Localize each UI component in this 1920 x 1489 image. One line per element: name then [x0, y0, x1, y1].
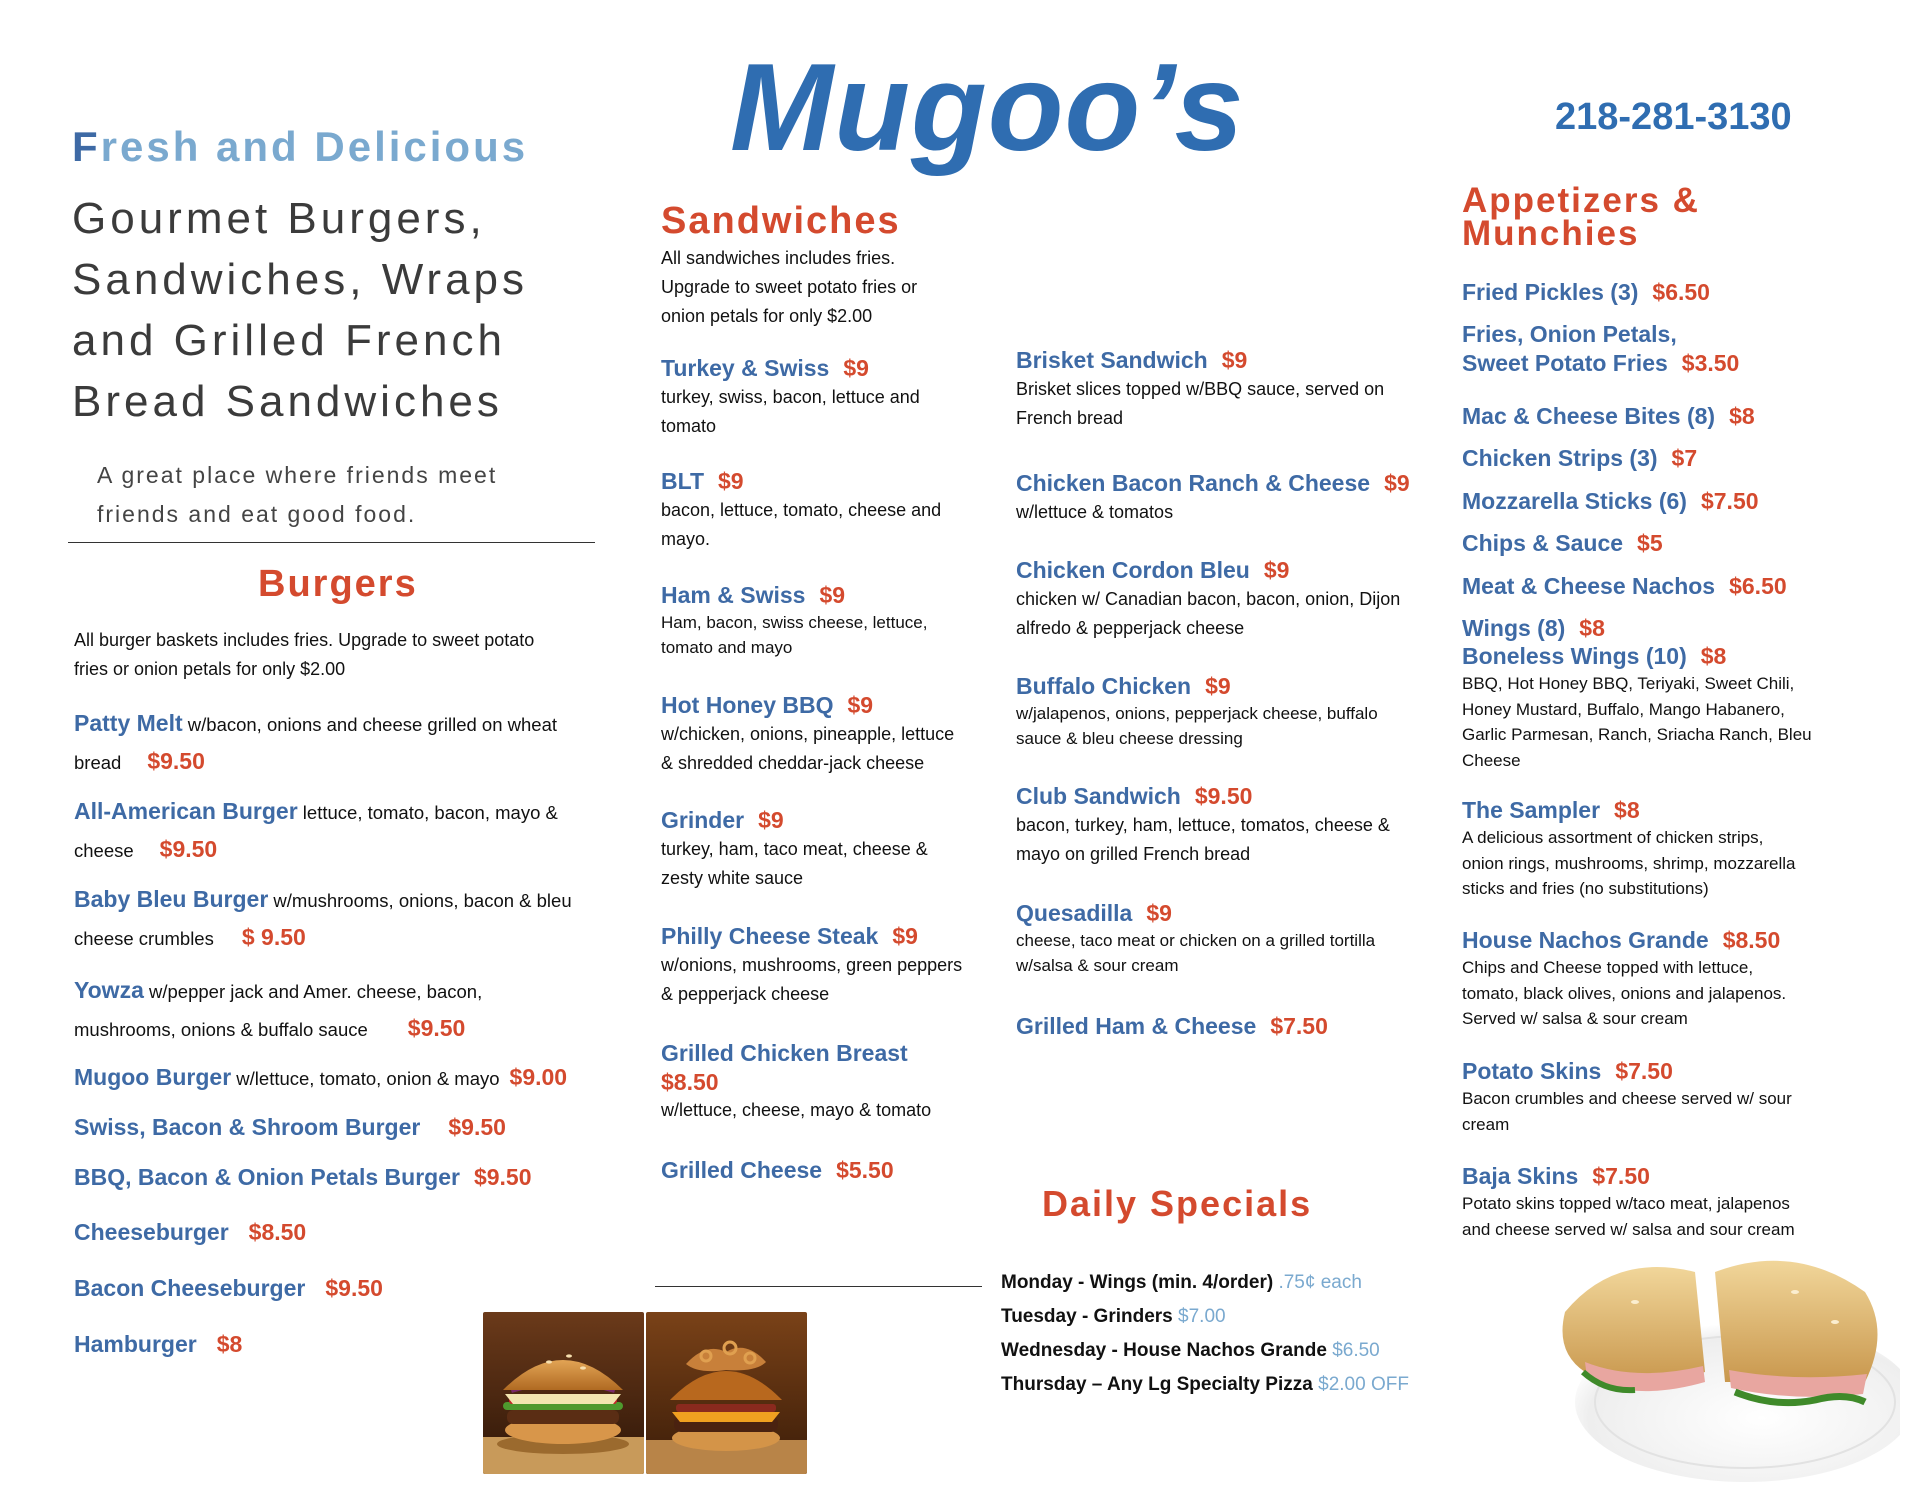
- menu-item-bbq-bacon-onion-petals-burger: [74, 1160, 614, 1198]
- item-price: $9.50: [473, 1164, 532, 1190]
- place-line: A great place where friends meet: [97, 462, 498, 488]
- item-desc: bacon, turkey, ham, lettuce, tomatos, cheese &: [1016, 815, 1390, 835]
- item-desc: turkey, ham, taco meat, cheese &: [661, 839, 928, 859]
- item-name: House Nachos Grande: [1462, 927, 1709, 953]
- menu-item-mugoo-burger: [74, 1060, 614, 1098]
- menu-item-the-sampler: [1462, 796, 1862, 902]
- item-desc: w/salsa & sour cream: [1016, 956, 1179, 975]
- menu-item-grinder: [661, 805, 996, 893]
- menu-item-bacon-cheeseburger: [74, 1271, 614, 1309]
- item-desc: cheese: [74, 840, 134, 861]
- menu-item-blt: [661, 466, 996, 554]
- item-desc: Honey Mustard, Buffalo, Mango Habanero,: [1462, 699, 1785, 719]
- item-desc: Bacon crumbles and cheese served w/ sour: [1462, 1089, 1792, 1108]
- menu-item-grilled-chicken-breast: [661, 1038, 996, 1125]
- special-tuesday: [1001, 1306, 1226, 1328]
- item-price: $9: [1384, 470, 1410, 496]
- item-desc: Chips and Cheese topped with lettuce,: [1462, 958, 1754, 977]
- item-name: Chicken Bacon Ranch & Cheese: [1016, 470, 1371, 496]
- item-desc: and cheese served w/ salsa and sour cream: [1462, 1219, 1795, 1239]
- item-price: $9.50: [1194, 783, 1253, 809]
- burgers-intro-line: fries or onion petals for only $2.00: [74, 659, 346, 679]
- headline-line: Bread Sandwiches: [72, 377, 503, 426]
- menu-item-brisket-sandwich: [1016, 345, 1446, 433]
- menu-item-quesadilla: [1016, 898, 1446, 978]
- item-desc: mushrooms, onions & buffalo sauce: [74, 1019, 368, 1040]
- special-thursday: [1001, 1374, 1409, 1396]
- item-name: Grilled Chicken Breast: [661, 1040, 908, 1066]
- item-price: $9: [819, 582, 846, 608]
- item-desc: Served w/ salsa & sour cream: [1462, 1009, 1688, 1028]
- item-price: $9.50: [159, 836, 218, 862]
- menu-item-buffalo-chicken: [1016, 671, 1446, 751]
- item-price: $7.50: [1700, 488, 1759, 514]
- item-desc: tomato and mayo: [661, 638, 793, 657]
- item-price: $7: [1671, 445, 1698, 471]
- menu-item-chicken-bacon-ranch-cheese: [1016, 468, 1446, 527]
- item-desc: Cheese: [1462, 750, 1521, 770]
- menu-item-potato-skins: [1462, 1057, 1862, 1137]
- item-name: Baja Skins: [1462, 1163, 1579, 1189]
- item-desc: w/chicken, onions, pineapple, lettuce: [661, 724, 955, 744]
- menu-item-fries-onion-petals: [1462, 320, 1862, 378]
- menu-item-boneless-wings: [1462, 642, 1862, 773]
- item-desc: French bread: [1016, 408, 1124, 428]
- item-price: $ 9.50: [241, 924, 306, 950]
- item-price: $9: [758, 807, 784, 833]
- burger-photo-2-art: [646, 1312, 807, 1474]
- item-price: $7.50: [1615, 1058, 1673, 1084]
- item-desc: chicken w/ Canadian bacon, bacon, onion, Dijon: [1016, 589, 1401, 609]
- item-name: Sweet Potato Fries: [1462, 350, 1668, 376]
- sandwiches-intro-line: All sandwiches includes fries.: [661, 248, 896, 268]
- menu-item-mozzarella-sticks: [1462, 487, 1862, 516]
- item-price: $8: [1700, 643, 1727, 669]
- item-name: Patty Melt: [74, 710, 183, 736]
- item-price: $9: [1263, 557, 1290, 583]
- item-price: $9: [1221, 347, 1248, 373]
- place-line: friends and eat good food.: [97, 501, 417, 527]
- sandwiches-intro: [661, 244, 961, 331]
- special-text: Thursday – Any Lg Specialty Pizza: [1001, 1374, 1313, 1395]
- menu-item-ham-swiss: [661, 580, 996, 660]
- menu-item-cheeseburger: [74, 1215, 614, 1253]
- menu-item-grilled-cheese: [661, 1155, 996, 1185]
- special-price: $2.00 OFF: [1318, 1374, 1409, 1395]
- item-desc: mayo.: [661, 529, 711, 549]
- burger-photo: [483, 1312, 644, 1474]
- item-name: Potato Skins: [1462, 1058, 1602, 1084]
- item-desc: alfredo & pepperjack cheese: [1016, 618, 1245, 638]
- item-name: Quesadilla: [1016, 900, 1133, 926]
- item-desc: w/lettuce & tomatos: [1016, 502, 1174, 522]
- burgers-intro-line: All burger baskets includes fries. Upgrade to sweet potato: [74, 630, 535, 650]
- burger-photo: [646, 1312, 807, 1474]
- special-price: $6.50: [1332, 1340, 1380, 1361]
- item-price: $9: [718, 468, 744, 494]
- item-name: Fries, Onion Petals,: [1462, 321, 1677, 347]
- item-price: $6.50: [1729, 573, 1787, 599]
- item-desc: w/bacon, onions and cheese grilled on wheat: [182, 714, 558, 735]
- item-name: Buffalo Chicken: [1016, 673, 1192, 699]
- menu-item-house-nachos-grande: [1462, 926, 1862, 1032]
- item-name: BBQ, Bacon & Onion Petals Burger: [74, 1164, 460, 1190]
- item-desc: turkey, swiss, bacon, lettuce and: [661, 387, 920, 407]
- item-desc: cheese crumbles: [74, 928, 214, 949]
- appetizers-title-line: Appetizers &: [1462, 181, 1700, 220]
- menu-item-patty-melt: [74, 706, 614, 782]
- menu-item-mac-cheese-bites: [1462, 402, 1862, 431]
- item-desc: A delicious assortment of chicken strips,: [1462, 828, 1764, 847]
- item-name: The Sampler: [1462, 797, 1601, 823]
- item-price: $8: [1614, 797, 1640, 823]
- item-name: Chips & Sauce: [1462, 530, 1624, 556]
- divider: [655, 1286, 982, 1287]
- item-desc: lettuce, tomato, bacon, mayo &: [297, 802, 558, 823]
- daily-specials-title: Daily Specials: [1042, 1183, 1313, 1224]
- special-monday: [1001, 1272, 1362, 1294]
- menu-item-chicken-cordon-bleu: [1016, 555, 1446, 643]
- menu-item-swiss-bacon-shroom-burger: [74, 1110, 614, 1148]
- headline-line: Sandwiches, Wraps: [72, 255, 529, 304]
- special-text: Tuesday - Grinders: [1001, 1306, 1173, 1327]
- phone-number: 218-281-3130: [1555, 96, 1792, 138]
- item-name: Grilled Ham & Cheese: [1016, 1013, 1257, 1039]
- item-desc: zesty white sauce: [661, 868, 804, 888]
- menu-item-wings: [1462, 614, 1862, 643]
- sandwiches-title: Sandwiches: [661, 200, 901, 242]
- divider: [68, 542, 595, 543]
- item-price: $9.50: [407, 1015, 466, 1041]
- menu-item-grilled-ham-cheese: [1016, 1011, 1446, 1041]
- item-name: Turkey & Swiss: [661, 355, 830, 381]
- appetizers-title-line: Munchies: [1462, 214, 1640, 253]
- item-price: $5: [1637, 530, 1663, 556]
- item-price: $8.50: [661, 1069, 719, 1095]
- menu-item-hot-honey-bbq: [661, 690, 996, 778]
- menu-item-philly-cheese-steak: [661, 921, 996, 1009]
- menu-item-chicken-strips: [1462, 444, 1862, 473]
- item-desc: w/mushrooms, onions, bacon & bleu: [268, 890, 572, 911]
- item-desc: Garlic Parmesan, Ranch, Sriacha Ranch, Bleu: [1462, 725, 1812, 744]
- item-name: Mac & Cheese Bites (8): [1462, 403, 1716, 429]
- menu-item-fried-pickles: [1462, 278, 1862, 307]
- item-name: Chicken Cordon Bleu: [1016, 557, 1250, 583]
- item-name: Chicken Strips (3): [1462, 445, 1658, 471]
- item-desc: & shredded cheddar-jack cheese: [661, 753, 925, 773]
- item-price: $9: [843, 355, 869, 381]
- item-name: All-American Burger: [74, 798, 298, 824]
- item-desc: sauce & bleu cheese dressing: [1016, 729, 1243, 748]
- item-price: $6.50: [1652, 279, 1710, 305]
- burgers-intro: [74, 626, 594, 684]
- item-desc: w/lettuce, cheese, mayo & tomato: [661, 1100, 932, 1120]
- item-name: BLT: [661, 468, 705, 494]
- item-name: Fried Pickles (3): [1462, 279, 1639, 305]
- item-price: $7.50: [1270, 1013, 1328, 1039]
- item-name: Mugoo Burger: [74, 1064, 232, 1090]
- item-desc: bacon, lettuce, tomato, cheese and: [661, 500, 942, 520]
- item-desc: cream: [1462, 1114, 1510, 1134]
- item-name: Bacon Cheeseburger: [74, 1275, 306, 1301]
- item-price: $9: [1205, 673, 1231, 699]
- item-desc: mayo on grilled French bread: [1016, 844, 1251, 864]
- item-desc: tomato, black olives, onions and jalapenos.: [1462, 983, 1787, 1003]
- item-price: $8.50: [248, 1219, 307, 1245]
- menu-item-turkey-swiss: [661, 353, 996, 441]
- item-desc: w/lettuce, tomato, onion & mayo: [231, 1068, 500, 1089]
- menu-item-baja-skins: [1462, 1162, 1862, 1242]
- item-price: $9: [847, 692, 874, 718]
- item-price: $7.50: [1592, 1163, 1650, 1189]
- sandwich-photo-art: [1545, 1232, 1900, 1484]
- item-desc: BBQ, Hot Honey BBQ, Teriyaki, Sweet Chili,: [1462, 674, 1795, 693]
- item-desc: sticks and fries (no substitutions): [1462, 879, 1709, 898]
- special-text: Wednesday - House Nachos Grande: [1001, 1340, 1327, 1361]
- item-desc: onion rings, mushrooms, shrimp, mozzarella: [1462, 853, 1796, 873]
- item-name: Brisket Sandwich: [1016, 347, 1208, 373]
- item-desc: bread: [74, 752, 122, 773]
- item-desc: tomato: [661, 416, 717, 436]
- special-text: Monday - Wings (min. 4/order): [1001, 1272, 1274, 1293]
- item-name: Philly Cheese Steak: [661, 923, 879, 949]
- burger-photo-1-art: [483, 1312, 644, 1474]
- item-desc: w/pepper jack and Amer. cheese, bacon,: [143, 981, 483, 1002]
- headline: [72, 188, 592, 432]
- item-price: $9.50: [448, 1114, 506, 1140]
- place-description: [97, 456, 567, 534]
- sandwich-photo: [1545, 1232, 1900, 1484]
- sandwiches-intro-line: Upgrade to sweet potato fries or: [661, 277, 918, 297]
- item-name: Hamburger: [74, 1331, 197, 1357]
- item-desc: cheese, taco meat or chicken on a grilled tortilla: [1016, 931, 1376, 950]
- item-name: Grilled Cheese: [661, 1157, 823, 1183]
- tagline: [72, 123, 529, 170]
- special-price: $7.00: [1178, 1306, 1226, 1327]
- item-price: $3.50: [1681, 350, 1740, 376]
- item-name: Yowza: [74, 977, 144, 1003]
- item-price: $9.50: [147, 748, 205, 774]
- headline-line: and Grilled French: [72, 316, 506, 365]
- menu-item-baby-bleu-burger: [74, 882, 614, 958]
- menu-item-meat-cheese-nachos: [1462, 572, 1862, 601]
- item-name: Wings (8): [1462, 615, 1566, 641]
- item-name: Baby Bleu Burger: [74, 886, 269, 912]
- item-price: $8.50: [1722, 927, 1781, 953]
- appetizers-title: [1462, 181, 1762, 253]
- item-price: $8: [216, 1331, 243, 1357]
- headline-line: Gourmet Burgers,: [72, 194, 486, 243]
- item-desc: Brisket slices topped w/BBQ sauce, served on: [1016, 379, 1385, 399]
- menu-item-all-american-burger: [74, 794, 614, 870]
- tagline-rest: resh and Delicious: [100, 123, 529, 170]
- item-name: Hot Honey BBQ: [661, 692, 834, 718]
- item-desc: w/onions, mushrooms, green peppers: [661, 955, 963, 975]
- item-price: $8: [1729, 403, 1755, 429]
- item-desc: w/jalapenos, onions, pepperjack cheese, buffalo: [1016, 704, 1378, 723]
- item-price: $5.50: [836, 1157, 894, 1183]
- item-name: Cheeseburger: [74, 1219, 229, 1245]
- item-desc: Potato skins topped w/taco meat, jalapenos: [1462, 1194, 1790, 1213]
- item-desc: & pepperjack cheese: [661, 984, 830, 1004]
- item-price: $9: [1146, 900, 1172, 926]
- item-price: $8: [1579, 615, 1605, 641]
- special-price: .75¢ each: [1278, 1272, 1362, 1293]
- item-name: Club Sandwich: [1016, 783, 1181, 809]
- item-name: Swiss, Bacon & Shroom Burger: [74, 1114, 421, 1140]
- item-name: Grinder: [661, 807, 745, 833]
- menu-item-club-sandwich: [1016, 781, 1446, 869]
- item-name: Ham & Swiss: [661, 582, 806, 608]
- item-name: Mozzarella Sticks (6): [1462, 488, 1687, 514]
- special-wednesday: [1001, 1340, 1380, 1362]
- item-price: $9.00: [509, 1064, 568, 1090]
- menu-item-chips-sauce: [1462, 529, 1862, 558]
- logo: Mugoo’s: [730, 39, 1245, 177]
- item-price: $9: [892, 923, 918, 949]
- tagline-first-letter: F: [72, 123, 101, 170]
- burgers-title: Burgers: [258, 563, 418, 605]
- menu-item-yowza: [74, 973, 614, 1049]
- item-price: $9.50: [325, 1275, 383, 1301]
- item-name: Meat & Cheese Nachos: [1462, 573, 1716, 599]
- item-desc: Ham, bacon, swiss cheese, lettuce,: [661, 613, 928, 632]
- sandwiches-intro-line: onion petals for only $2.00: [661, 306, 873, 326]
- item-name: Boneless Wings (10): [1462, 643, 1687, 669]
